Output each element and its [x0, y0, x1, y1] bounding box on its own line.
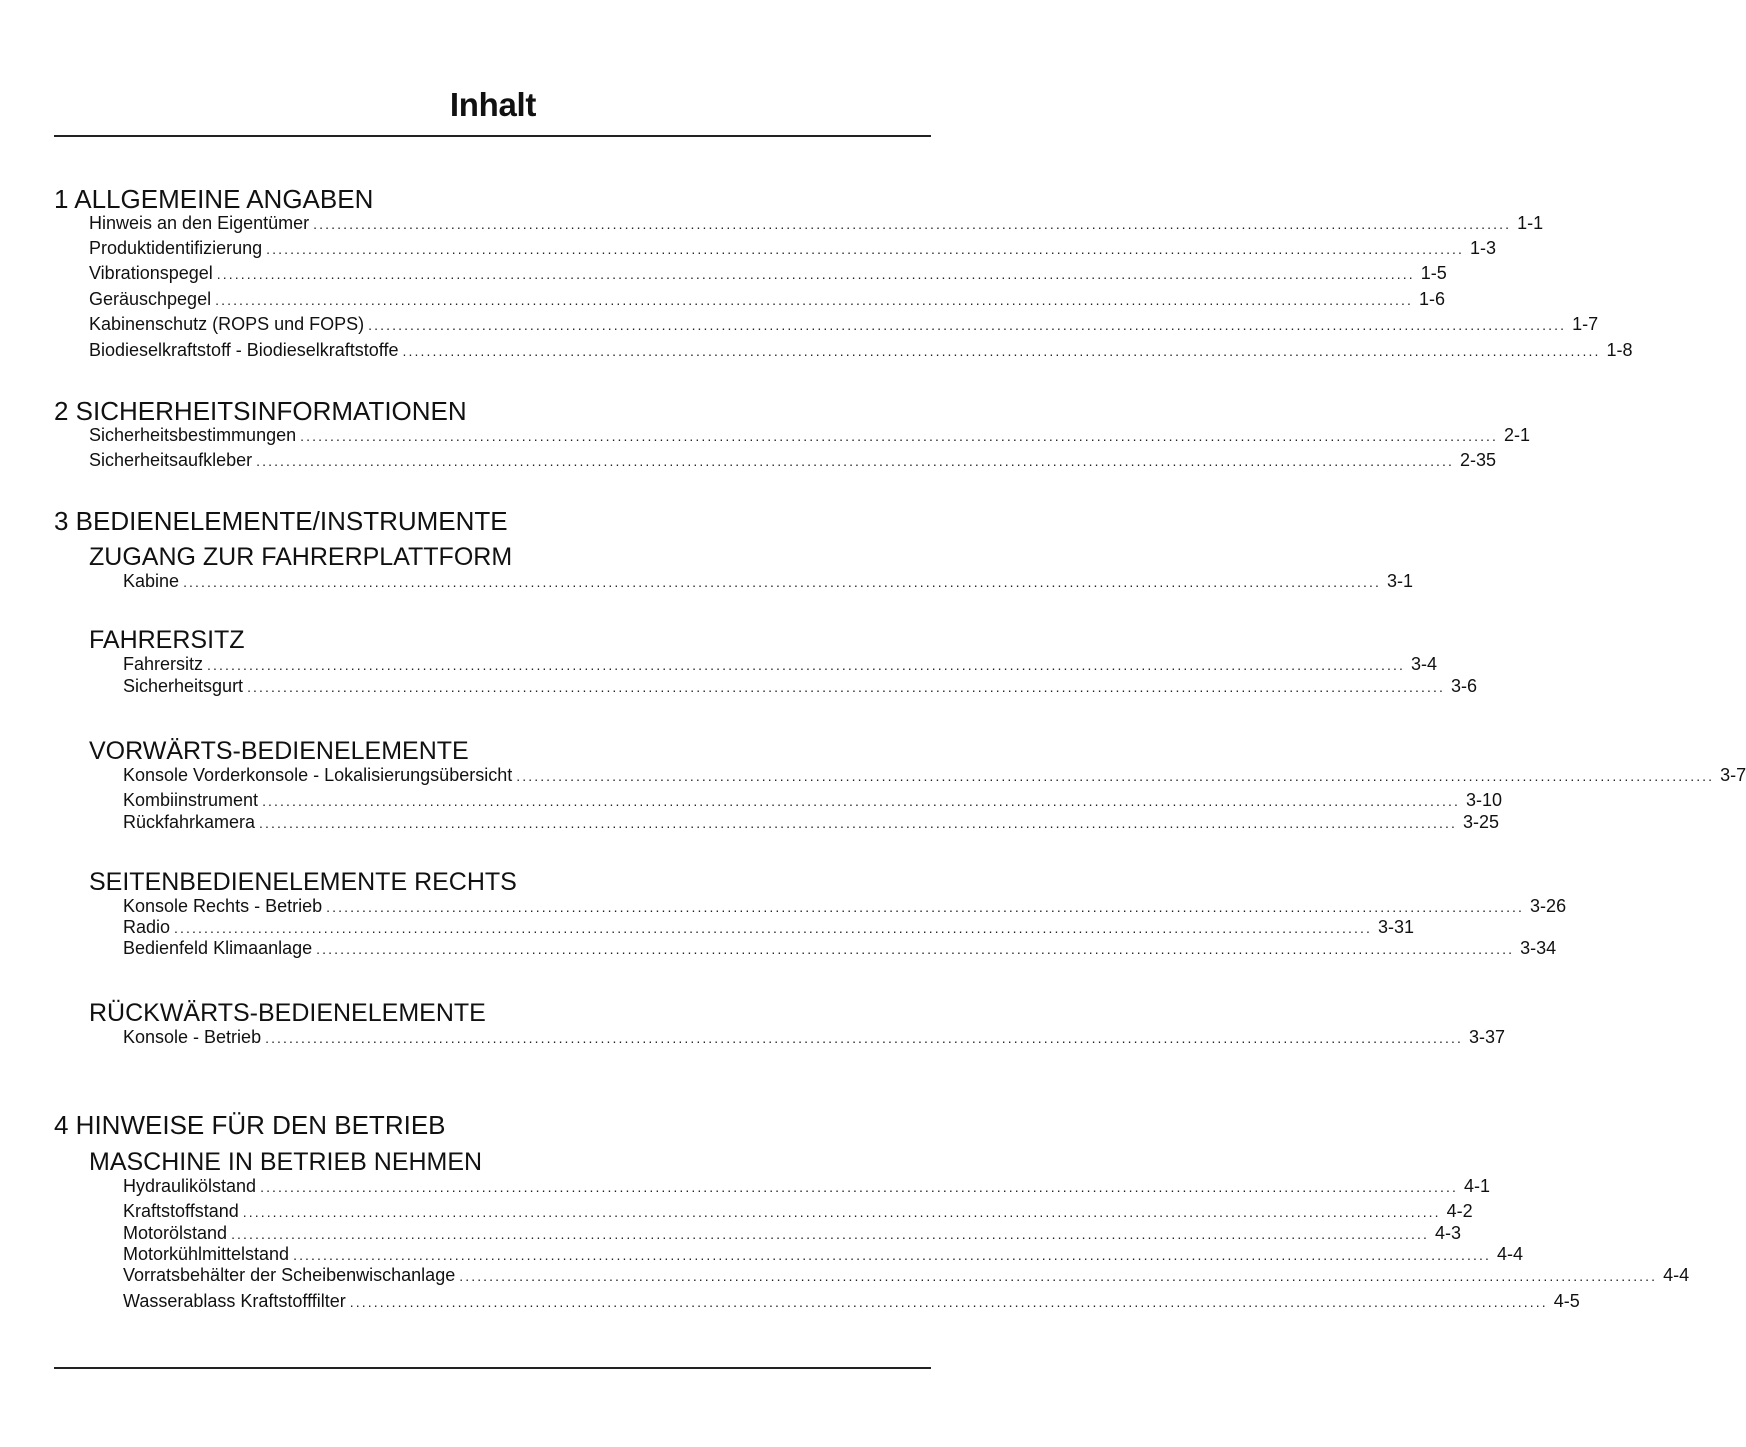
- toc-entry-title: Produktidentifizierung: [89, 238, 263, 258]
- toc-entry-page: 2-1: [1504, 425, 1531, 445]
- dot-leader: ........................................................................................................................................................................................................: [174, 920, 1372, 936]
- dot-leader: ........................................................................................................................................................................................................: [459, 1268, 1658, 1284]
- toc-entry-page: 3-10: [1466, 790, 1503, 810]
- toc-entry-title: Vibrationspegel: [89, 263, 213, 283]
- dot-leader: ........................................................................................................................................................................................................: [242, 1204, 1441, 1220]
- toc-entry-title: Wasserablass Kraftstofffilter: [123, 1291, 346, 1311]
- dot-leader: ........................................................................................................................................................................................................: [259, 815, 1457, 831]
- toc-entry-title: Sicherheitsaufkleber: [89, 450, 253, 470]
- toc-entry[interactable]: [89, 424, 1531, 447]
- toc-entry[interactable]: [123, 1175, 1491, 1198]
- toc-entry-title: Vorratsbehälter der Scheibenwischanlage: [123, 1265, 456, 1285]
- toc-entry[interactable]: [123, 1026, 1506, 1049]
- section-heading[interactable]: RÜCKWÄRTS-BEDIENELEMENTE: [89, 999, 486, 1027]
- toc-entry-title: Radio: [123, 917, 171, 937]
- toc-entry-title: Kraftstoffstand: [123, 1201, 239, 1221]
- chapter-1-heading[interactable]: 1 ALLGEMEINE ANGABEN: [54, 184, 374, 214]
- dot-leader: ........................................................................................................................................................................................................: [402, 343, 1601, 359]
- toc-entry-page: 1-8: [1606, 340, 1633, 360]
- toc-entry-page: 3-25: [1462, 812, 1500, 832]
- toc-entry-page: 4-3: [1435, 1223, 1462, 1243]
- toc-entry-page: 1-1: [1517, 213, 1544, 233]
- toc-entry[interactable]: [123, 570, 1414, 593]
- toc-entry[interactable]: [89, 313, 1599, 336]
- toc-entry-page: 3-31: [1377, 917, 1414, 937]
- toc-entry-page: 3-37: [1469, 1027, 1506, 1047]
- section-heading[interactable]: FAHRERSITZ: [89, 626, 245, 654]
- dot-leader: ........................................................................................................................................................................................................: [516, 768, 1715, 784]
- toc-entry-title: Konsole - Betrieb: [123, 1027, 262, 1047]
- toc-entry-title: Sicherheitsgurt: [123, 676, 244, 696]
- toc-entry[interactable]: [123, 675, 1478, 698]
- toc-entry[interactable]: [123, 1264, 1690, 1287]
- toc-entry[interactable]: [123, 1243, 1524, 1266]
- toc-entry[interactable]: [123, 895, 1567, 918]
- toc-entry-title: Konsole Vorderkonsole - Lokalisierungsübersicht: [123, 765, 513, 785]
- toc-entry[interactable]: [89, 237, 1497, 260]
- dot-leader: ........................................................................................................................................................................................................: [231, 1226, 1429, 1242]
- chapter-4-heading[interactable]: 4 HINWEISE FÜR DEN BETRIEB: [54, 1110, 446, 1140]
- toc-entry[interactable]: [123, 789, 1503, 812]
- toc-entry-title: Bedienfeld Klimaanlage: [123, 938, 313, 958]
- toc-entry[interactable]: [123, 1200, 1473, 1223]
- toc-entry-page: 1-3: [1470, 238, 1497, 258]
- toc-entry[interactable]: [89, 262, 1447, 285]
- toc-entry-page: 4-4: [1497, 1244, 1524, 1264]
- toc-entry[interactable]: [123, 764, 1746, 787]
- toc-entry-title: Konsole Rechts - Betrieb: [123, 896, 323, 916]
- toc-entry-page: 1-6: [1419, 289, 1446, 309]
- toc-entry-title: Hydraulikölstand: [123, 1176, 257, 1196]
- toc-entry[interactable]: [89, 339, 1633, 362]
- section-heading[interactable]: MASCHINE IN BETRIEB NEHMEN: [89, 1148, 483, 1176]
- chapter-2-heading[interactable]: 2 SICHERHEITSINFORMATIONEN: [54, 396, 467, 426]
- toc-entry-title: Motorkühlmittelstand: [123, 1244, 290, 1264]
- dot-leader: ........................................................................................................................................................................................................: [262, 793, 1460, 809]
- toc-entry-title: Fahrersitz: [123, 654, 204, 674]
- dot-leader: ........................................................................................................................................................................................................: [316, 941, 1515, 957]
- toc-entry[interactable]: [89, 212, 1544, 235]
- toc-entry-title: Biodieselkraftstoff - Biodieselkraftstoffe: [89, 340, 399, 360]
- toc-entry-title: Geräuschpegel: [89, 289, 212, 309]
- toc-entry[interactable]: [89, 288, 1446, 311]
- toc-entry[interactable]: [89, 449, 1497, 472]
- toc-entry-page: 4-4: [1663, 1265, 1690, 1285]
- toc-entry[interactable]: [123, 811, 1500, 834]
- section-heading[interactable]: ZUGANG ZUR FAHRERPLATTFORM: [89, 543, 513, 571]
- dot-leader: ........................................................................................................................................................................................................: [216, 266, 1415, 282]
- toc-entry-page: 1-7: [1572, 314, 1599, 334]
- toc-entry-title: Kabinenschutz (ROPS und FOPS): [89, 314, 365, 334]
- toc-entry-title: Hinweis an den Eigentümer: [89, 213, 310, 233]
- toc-entry-page: 1-5: [1420, 263, 1447, 283]
- toc-entry-page: 4-1: [1464, 1176, 1491, 1196]
- dot-leader: ........................................................................................................................................................................................................: [293, 1247, 1492, 1263]
- dot-leader: ........................................................................................................................................................................................................: [368, 317, 1567, 333]
- toc-entry-page: 3-4: [1410, 654, 1437, 674]
- dot-leader: ........................................................................................................................................................................................................: [349, 1294, 1548, 1310]
- toc-entry[interactable]: [123, 1290, 1580, 1313]
- toc-entry-title: Sicherheitsbestimmungen: [89, 425, 297, 445]
- toc-entry[interactable]: [123, 653, 1437, 676]
- toc-entry-page: 3-6: [1451, 676, 1478, 696]
- dot-leader: ........................................................................................................................................................................................................: [183, 574, 1381, 590]
- dot-leader: ........................................................................................................................................................................................................: [265, 1030, 1464, 1046]
- dot-leader: ........................................................................................................................................................................................................: [300, 428, 1499, 444]
- toc-entry-title: Motorölstand: [123, 1223, 228, 1243]
- toc-entry[interactable]: [123, 916, 1414, 939]
- toc-entry-page: 4-5: [1553, 1291, 1580, 1311]
- dot-leader: ........................................................................................................................................................................................................: [326, 899, 1525, 915]
- toc-entry[interactable]: [123, 1222, 1462, 1245]
- dot-leader: ........................................................................................................................................................................................................: [256, 453, 1455, 469]
- dot-leader: ........................................................................................................................................................................................................: [313, 216, 1512, 232]
- dot-leader: ........................................................................................................................................................................................................: [247, 679, 1445, 695]
- dot-leader: ........................................................................................................................................................................................................: [215, 292, 1414, 308]
- toc-entry-title: Kabine: [123, 571, 180, 591]
- chapter-3-heading[interactable]: 3 BEDIENELEMENTE/INSTRUMENTE: [54, 506, 508, 536]
- toc-entry-page: 3-34: [1520, 938, 1557, 958]
- toc-entry-page: 3-1: [1387, 571, 1414, 591]
- header-rule: [54, 135, 931, 137]
- dot-leader: ........................................................................................................................................................................................................: [260, 1179, 1459, 1195]
- toc-entry-title: Kombiinstrument: [123, 790, 259, 810]
- toc-entry-page: 2-35: [1460, 450, 1497, 470]
- toc-entry-page: 3-7: [1720, 765, 1746, 785]
- dot-leader: ........................................................................................................................................................................................................: [207, 657, 1405, 673]
- dot-leader: ........................................................................................................................................................................................................: [266, 241, 1465, 257]
- toc-entry-title: Rückfahrkamera: [123, 812, 256, 832]
- section-heading[interactable]: SEITENBEDIENELEMENTE RECHTS: [89, 868, 517, 896]
- toc-entry-page: 4-2: [1446, 1201, 1473, 1221]
- footer-rule: [54, 1367, 931, 1369]
- page-title: Inhalt: [449, 86, 537, 123]
- section-heading[interactable]: VORWÄRTS-BEDIENELEMENTE: [89, 737, 469, 765]
- toc-entry-page: 3-26: [1530, 896, 1567, 916]
- toc-entry[interactable]: [123, 937, 1557, 960]
